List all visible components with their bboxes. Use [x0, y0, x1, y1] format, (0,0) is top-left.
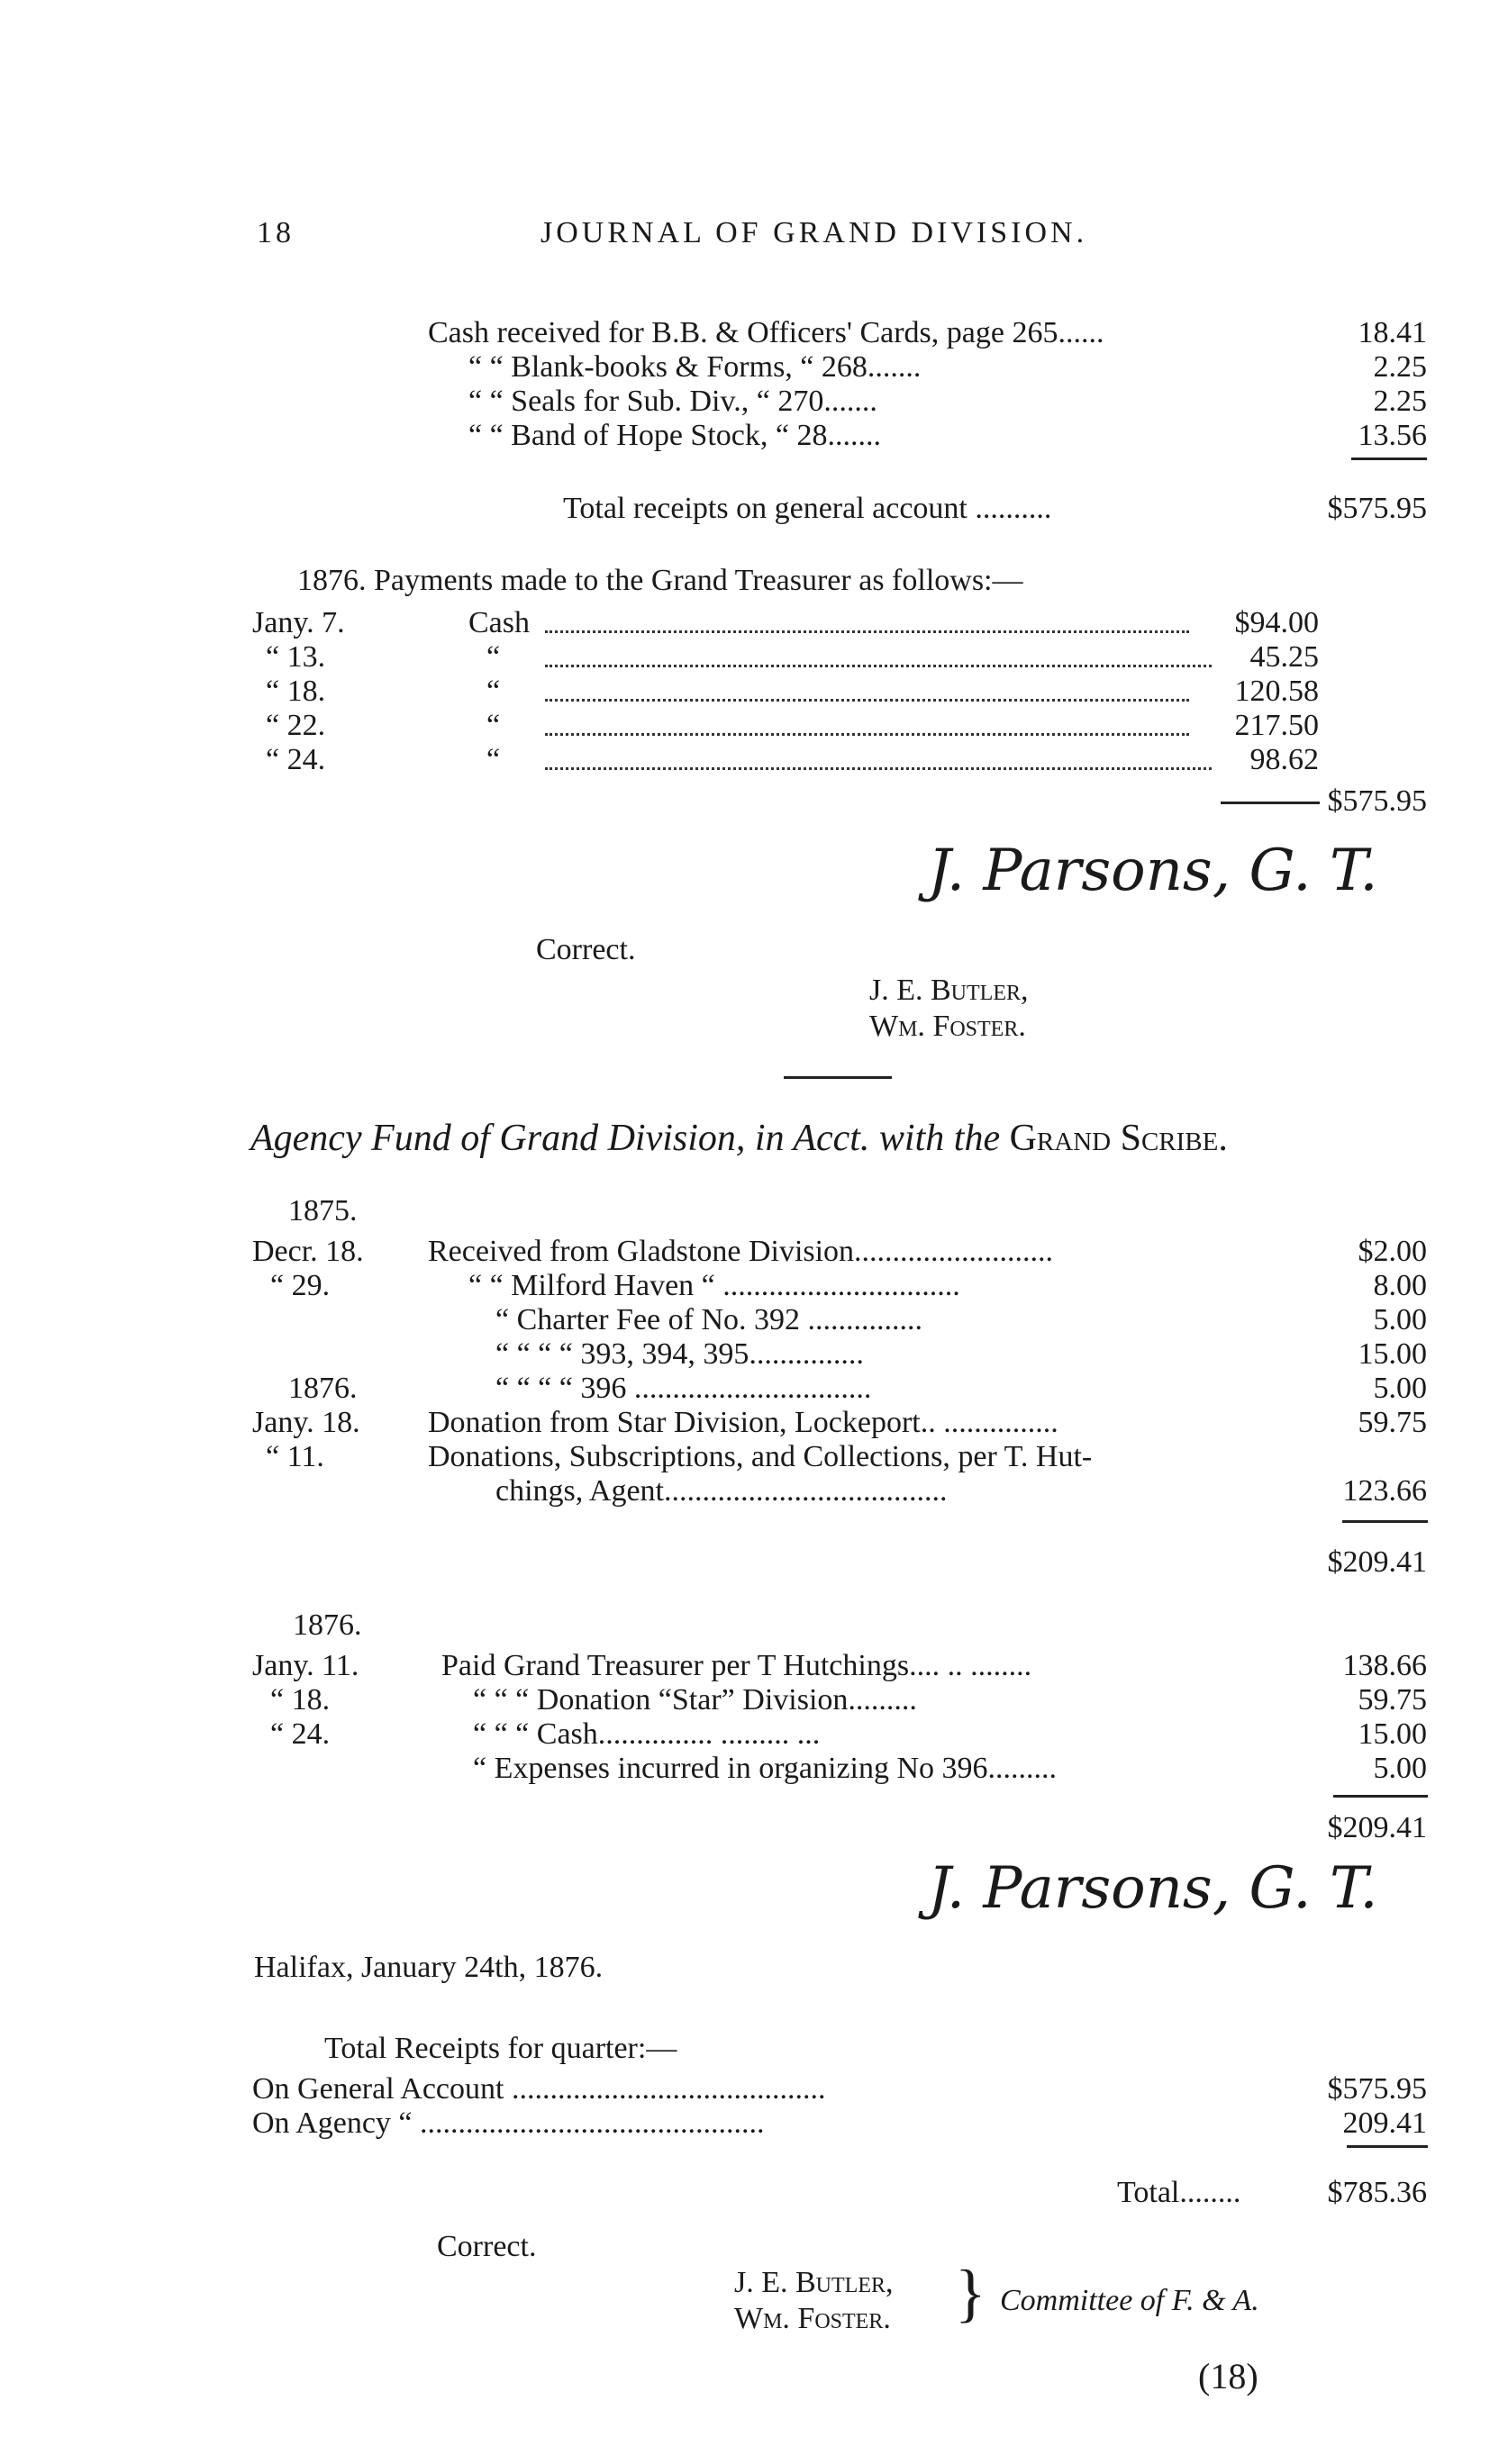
agency-amount: $2.00	[1358, 1235, 1427, 1268]
agency-text: “ “ Milford Haven “ ...............................	[468, 1269, 960, 1302]
agency-amount: 59.75	[1358, 1406, 1427, 1439]
receipt-line: “ “ Band of Hope Stock, “ 28.......	[468, 419, 881, 452]
agency-text: Received from Gladstone Division..........................	[428, 1235, 1054, 1268]
quarter-heading: Total Receipts for quarter:—	[324, 2032, 677, 2065]
agency-date: 1876.	[288, 1372, 358, 1405]
sum-rule	[1221, 802, 1320, 804]
agency-text: chings, Agent.....................................	[495, 1474, 948, 1508]
paid-date: Jany. 11.	[252, 1649, 359, 1682]
payment-date: “ 13.	[266, 640, 326, 674]
agency-text: “ “ “ “ 396 ...............................	[495, 1372, 872, 1405]
paid-date: “ 18.	[270, 1683, 331, 1717]
paid-total: $209.41	[1327, 1811, 1427, 1844]
receipt-line: Cash received for B.B. & Officers' Cards, page 265......	[428, 316, 1104, 349]
receipt-amount: 18.41	[1358, 316, 1427, 349]
receipt-amount: 13.56	[1358, 419, 1427, 452]
footer-page-number: (18)	[1198, 2356, 1258, 2396]
agency-date: Decr. 18.	[252, 1235, 364, 1268]
signature-parsons-2: J. Parsons, G. T.	[928, 1855, 1378, 1922]
page-title: JOURNAL OF GRAND DIVISION.	[541, 216, 1088, 249]
committee-label: Committee of F. & A.	[1000, 2284, 1259, 2317]
payment-item: “	[486, 709, 501, 742]
payment-date: “ 24.	[266, 743, 326, 776]
receipt-line: “ “ Blank-books & Forms, “ 268.......	[468, 350, 922, 384]
quarter-line: On General Account .........................................	[252, 2072, 826, 2106]
agency-text: “ “ “ “ 393, 394, 395...............	[495, 1337, 864, 1371]
agency-year: 1875.	[288, 1194, 358, 1227]
sum-rule	[1351, 457, 1427, 460]
place-date: Halifax, January 24th, 1876.	[254, 1951, 604, 1984]
payment-amount: 98.62	[1249, 743, 1319, 776]
receipt-line: “ “ Seals for Sub. Div., “ 270.......	[468, 385, 877, 418]
total-general-amount: $575.95	[1327, 492, 1427, 525]
signature-parsons: J. Parsons, G. T.	[928, 838, 1378, 904]
agency-text: “ Charter Fee of No. 392 ...............	[495, 1303, 923, 1336]
agency-date: Jany. 18.	[252, 1406, 360, 1439]
payment-amount: $94.00	[1234, 606, 1319, 639]
paid-date: “ 24.	[270, 1717, 331, 1751]
agency-date: “ 11.	[266, 1440, 324, 1473]
agency-date: “ 29.	[270, 1269, 331, 1302]
quarter-amount: 209.41	[1342, 2106, 1427, 2140]
page-number: 18	[257, 216, 295, 249]
quarter-total-label: Total........	[1117, 2176, 1241, 2209]
brace: }	[955, 2257, 986, 2329]
payment-amount: 120.58	[1234, 675, 1319, 708]
paid-amount: 5.00	[1373, 1752, 1427, 1785]
agency-total: $209.41	[1327, 1545, 1427, 1579]
paid-amount: 59.75	[1358, 1683, 1427, 1717]
receipt-amount: 2.25	[1373, 385, 1427, 418]
agency-text: Donation from Star Division, Lockeport.. ...............	[428, 1406, 1058, 1439]
sum-rule	[1333, 1795, 1428, 1798]
payment-amount: 45.25	[1249, 640, 1319, 674]
payments-intro: 1876. Payments made to the Grand Treasurer as follows:—	[297, 564, 1023, 597]
leader-dots	[545, 665, 1212, 667]
payment-date: “ 22.	[266, 709, 326, 742]
leader-dots	[545, 767, 1212, 770]
correct-label-2: Correct.	[437, 2230, 537, 2263]
paid-amount: 15.00	[1358, 1717, 1427, 1751]
correct-label: Correct.	[536, 933, 636, 966]
committee-member: Wm. Foster.	[734, 2302, 891, 2335]
payment-item: “	[486, 743, 501, 776]
agency-amount: 5.00	[1373, 1372, 1427, 1405]
payments-total: $575.95	[1327, 784, 1427, 818]
payment-date: “ 18.	[266, 675, 326, 708]
quarter-line: On Agency “ .............................................	[252, 2106, 765, 2140]
agency-text: Donations, Subscriptions, and Collections, per T. Hut-	[428, 1440, 1093, 1473]
leader-dots	[545, 630, 1189, 633]
committee-member: J. E. Butler,	[869, 974, 1029, 1007]
agency-amount: 8.00	[1373, 1269, 1427, 1302]
committee-member: J. E. Butler,	[734, 2266, 894, 2299]
agency-year-2: 1876.	[293, 1608, 362, 1642]
payment-amount: 217.50	[1234, 709, 1319, 742]
agency-title-main: Agency Fund of Grand Division, in Acct. with the	[250, 1118, 1001, 1159]
sum-rule	[1347, 2145, 1428, 2148]
receipt-amount: 2.25	[1373, 350, 1427, 384]
quarter-amount: $575.95	[1327, 2072, 1427, 2106]
paid-text: “ Expenses incurred in organizing No 396.........	[473, 1752, 1058, 1785]
leader-dots	[545, 733, 1189, 736]
payment-item: Cash	[468, 606, 530, 639]
agency-title-scribe: Grand Scribe.	[1009, 1118, 1228, 1159]
payment-item: “	[486, 675, 501, 708]
payment-date: Jany. 7.	[252, 606, 345, 639]
agency-amount: 123.66	[1342, 1474, 1427, 1508]
section-divider	[784, 1076, 892, 1079]
paid-text: “ “ “ Cash............... ......... ...	[473, 1717, 821, 1751]
paid-amount: 138.66	[1342, 1649, 1427, 1682]
total-general-label: Total receipts on general account ..........	[563, 492, 1052, 525]
paid-text: “ “ “ Donation “Star” Division.........	[473, 1683, 917, 1717]
leader-dots	[545, 699, 1189, 702]
payment-item: “	[486, 640, 501, 674]
sum-rule	[1342, 1520, 1428, 1523]
agency-amount: 15.00	[1358, 1337, 1427, 1371]
agency-amount: 5.00	[1373, 1303, 1427, 1336]
agency-title	[250, 1117, 1228, 1160]
paid-text: Paid Grand Treasurer per T Hutchings.... .. ........	[441, 1649, 1032, 1682]
quarter-total-amount: $785.36	[1327, 2176, 1427, 2209]
committee-member: Wm. Foster.	[869, 1010, 1026, 1043]
